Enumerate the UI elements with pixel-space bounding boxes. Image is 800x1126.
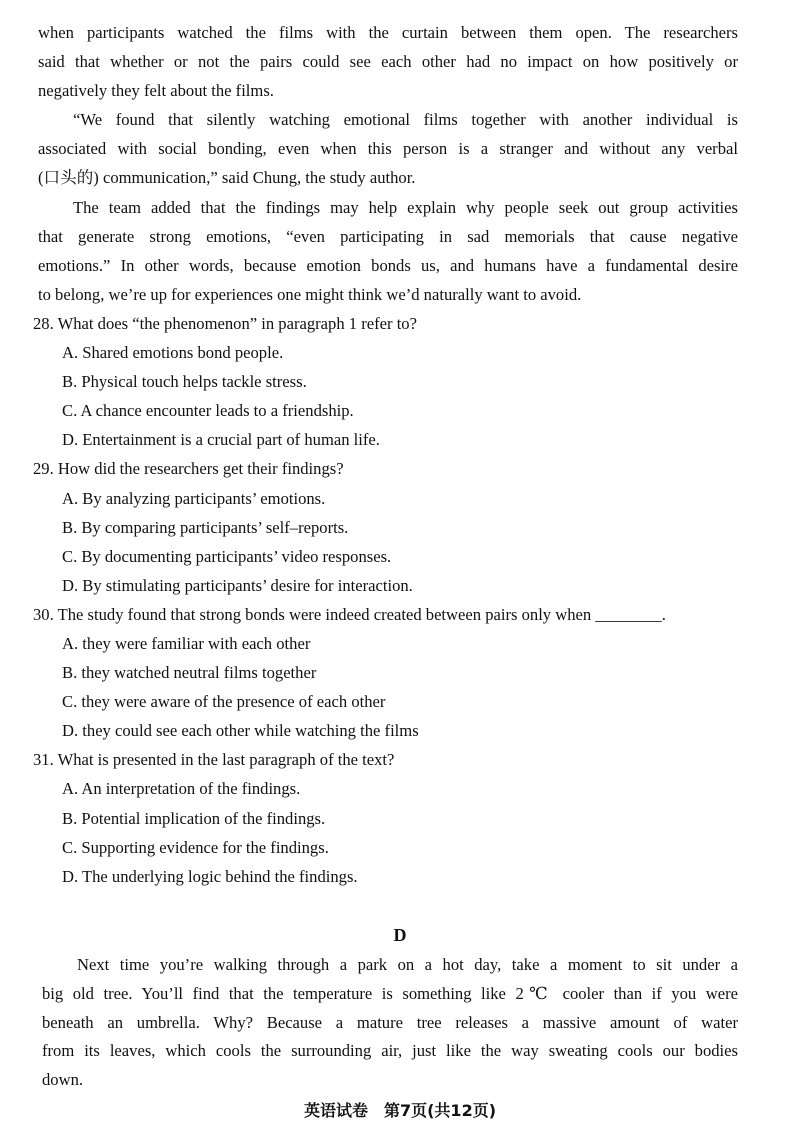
answer-option: B. By comparing participants’ self–reports.	[62, 517, 349, 537]
answer-option: D. By stimulating participants’ desire for interaction.	[62, 575, 413, 595]
passage-line: said that whether or not the pairs could see each other had no impact on how positively or	[38, 52, 738, 72]
page-footer: 英语试卷 第7页(共12页)	[303, 1101, 497, 1120]
question-stem: 28. What does “the phenomenon” in paragraph 1 refer to?	[33, 313, 417, 333]
section-heading-d: D	[393, 925, 407, 945]
passage-line: emotions.” In other words, because emotion bonds us, and humans have a fundamental desire	[38, 255, 738, 275]
passage-line: (口头的) communication,” said Chung, the study author.	[38, 168, 416, 188]
answer-option: C. they were aware of the presence of each other	[62, 692, 386, 712]
passage-line: from its leaves, which cools the surrounding air, just like the way sweating cools our bodies	[42, 1041, 738, 1061]
passage-line: associated with social bonding, even when this person is a stranger and without any verbal	[38, 139, 738, 159]
answer-option: C. A chance encounter leads to a friendship.	[62, 401, 354, 421]
passage-line: Next time you’re walking through a park on a hot day, take a moment to sit under a	[77, 955, 738, 974]
answer-option: A. By analyzing participants’ emotions.	[62, 488, 326, 508]
answer-option: A. Shared emotions bond people.	[62, 343, 284, 363]
answer-option: B. they watched neutral films together	[62, 663, 317, 683]
passage-line: negatively they felt about the films.	[38, 81, 274, 101]
answer-option: D. Entertainment is a crucial part of human life.	[62, 430, 380, 450]
passage-and-questions	[0, 18, 800, 891]
passage-line: when participants watched the films with the curtain between them open. The researchers	[38, 23, 738, 42]
answer-option: D. The underlying logic behind the findings.	[62, 866, 358, 886]
passage-line: “We found that silently watching emotional films together with another individual is	[73, 110, 738, 130]
answer-option: D. they could see each other while watching the films	[62, 721, 419, 741]
answer-option: C. By documenting participants’ video responses.	[62, 546, 392, 566]
answer-option: A. An interpretation of the findings.	[62, 779, 301, 799]
passage-line: big old tree. You’ll find that the temperature is something like 2℃ cooler than if you were	[42, 983, 738, 1003]
passage-line: beneath an umbrella. Why? Because a mature tree releases a massive amount of water	[42, 1012, 738, 1032]
answer-option: C. Supporting evidence for the findings.	[62, 837, 329, 857]
answer-option: B. Potential implication of the findings.	[62, 808, 326, 828]
question-stem: 31. What is presented in the last paragraph of the text?	[33, 750, 395, 770]
passage-line: down.	[42, 1070, 84, 1090]
question-stem: 30. The study found that strong bonds were indeed created between pairs only when ________.	[33, 604, 666, 624]
passage-line: to belong, we’re up for experiences one might think we’d naturally want to avoid.	[38, 284, 582, 304]
passage-line: The team added that the findings may help explain why people seek out group activities	[73, 197, 738, 217]
passage-d	[0, 951, 800, 1095]
passage-line: that generate strong emotions, “even participating in sad memorials that cause negative	[38, 226, 738, 246]
answer-option: A. they were familiar with each other	[62, 633, 311, 653]
answer-option: B. Physical touch helps tackle stress.	[62, 372, 307, 392]
question-stem: 29. How did the researchers get their findings?	[33, 459, 344, 479]
